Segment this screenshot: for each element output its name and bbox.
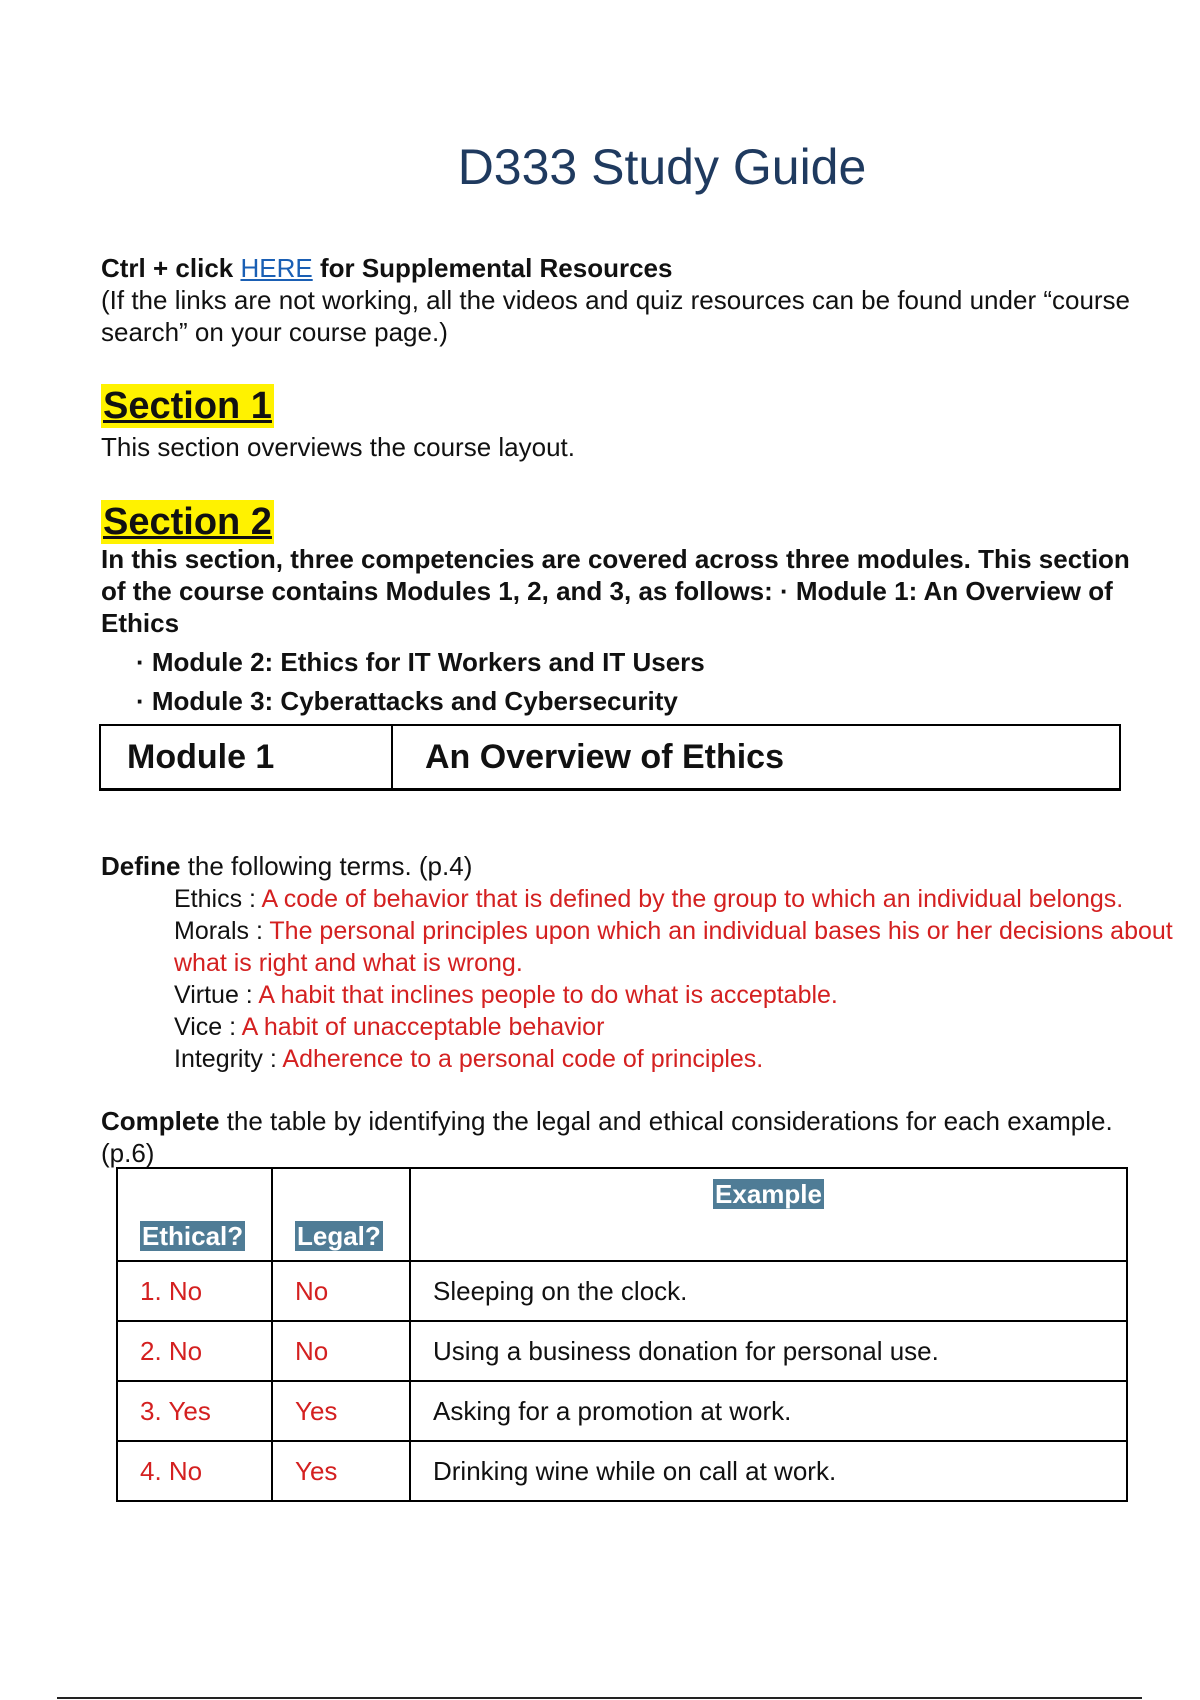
- table-row: [117, 1381, 1127, 1441]
- term-definition: Adherence to a personal code of principles.: [282, 1045, 764, 1073]
- examples-table: [116, 1167, 1128, 1502]
- term-virtue: [174, 979, 1184, 1011]
- cell-legal: No: [272, 1321, 410, 1381]
- define-instruction: [101, 851, 472, 882]
- module-2-item: · Module 2: Ethics for IT Workers and IT Users: [136, 647, 705, 677]
- define-lead: Define: [101, 851, 181, 881]
- header-ethical: [117, 1168, 272, 1261]
- table-row: [117, 1441, 1127, 1501]
- supplemental-prefix: Ctrl + click: [101, 253, 241, 283]
- term-definition: The personal principles upon which an individual bases his or her decisions about what is right and what is wrong.: [174, 917, 1173, 977]
- term-label: Integrity :: [174, 1045, 283, 1073]
- cell-example: Using a business donation for personal use.: [410, 1321, 1127, 1381]
- table-row: [117, 1321, 1127, 1381]
- cell-example: Sleeping on the clock.: [410, 1261, 1127, 1321]
- module-3-item: · Module 3: Cyberattacks and Cybersecurity: [136, 686, 678, 716]
- cell-legal: No: [272, 1261, 410, 1321]
- term-definition: A habit of unacceptable behavior: [241, 1013, 605, 1041]
- cell-example: Drinking wine while on call at work.: [410, 1441, 1127, 1501]
- term-vice: [174, 1011, 1184, 1043]
- cell-ethical: 3. Yes: [117, 1381, 272, 1441]
- page-title: D333 Study Guide: [457, 139, 867, 195]
- terms-list: [174, 883, 1184, 1075]
- term-morals: [174, 915, 1184, 979]
- term-integrity: [174, 1043, 1184, 1075]
- section-2-heading: Section 2: [103, 501, 272, 543]
- complete-lead: Complete: [101, 1106, 220, 1136]
- section-1-description: This section overviews the course layout.: [101, 432, 575, 462]
- module-title: An Overview of Ethics: [425, 737, 784, 776]
- term-definition: A code of behavior that is defined by the group to which an individual belongs.: [261, 885, 1124, 913]
- header-legal-label: Legal?: [297, 1221, 381, 1251]
- term-label: Vice :: [174, 1013, 242, 1041]
- header-ethical-label: Ethical?: [142, 1221, 244, 1251]
- cell-ethical: 4. No: [117, 1441, 272, 1501]
- cell-legal: Yes: [272, 1441, 410, 1501]
- module-header-box: [99, 724, 1121, 791]
- section-2-description: In this section, three competencies are covered across three modules. This section of the course contains Modules 1, 2, and 3, as follows: · Module 1: An Overview of Ethics: [101, 544, 1130, 638]
- header-example-label: Example: [715, 1179, 822, 1209]
- term-label: Virtue :: [174, 981, 259, 1009]
- term-definition: A habit that inclines people to do what is acceptable.: [258, 981, 838, 1009]
- term-label: Morals :: [174, 917, 270, 945]
- table-row: [117, 1261, 1127, 1321]
- header-legal: [272, 1168, 410, 1261]
- supplemental-block: [101, 252, 1141, 348]
- term-label: Ethics :: [174, 885, 262, 913]
- cell-legal: Yes: [272, 1381, 410, 1441]
- supplemental-note: (If the links are not working, all the videos and quiz resources can be found under “course search” on your course page.): [101, 285, 1131, 347]
- cell-example: Asking for a promotion at work.: [410, 1381, 1127, 1441]
- define-rest: the following terms. (p.4): [180, 851, 473, 881]
- term-ethics: [174, 883, 1184, 915]
- cell-ethical: 2. No: [117, 1321, 272, 1381]
- table-header-row: [117, 1168, 1127, 1261]
- module-label: Module 1: [101, 726, 393, 788]
- complete-rest: the table by identifying the legal and ethical considerations for each example. (p.6): [101, 1106, 1113, 1168]
- supplemental-link[interactable]: HERE: [240, 253, 313, 283]
- footer-divider: [57, 1697, 1142, 1699]
- section-1-heading: Section 1: [103, 385, 272, 427]
- header-example: [410, 1168, 1127, 1261]
- cell-ethical: 1. No: [117, 1261, 272, 1321]
- supplemental-suffix: for Supplemental Resources: [312, 253, 673, 283]
- complete-instruction: [101, 1105, 1141, 1169]
